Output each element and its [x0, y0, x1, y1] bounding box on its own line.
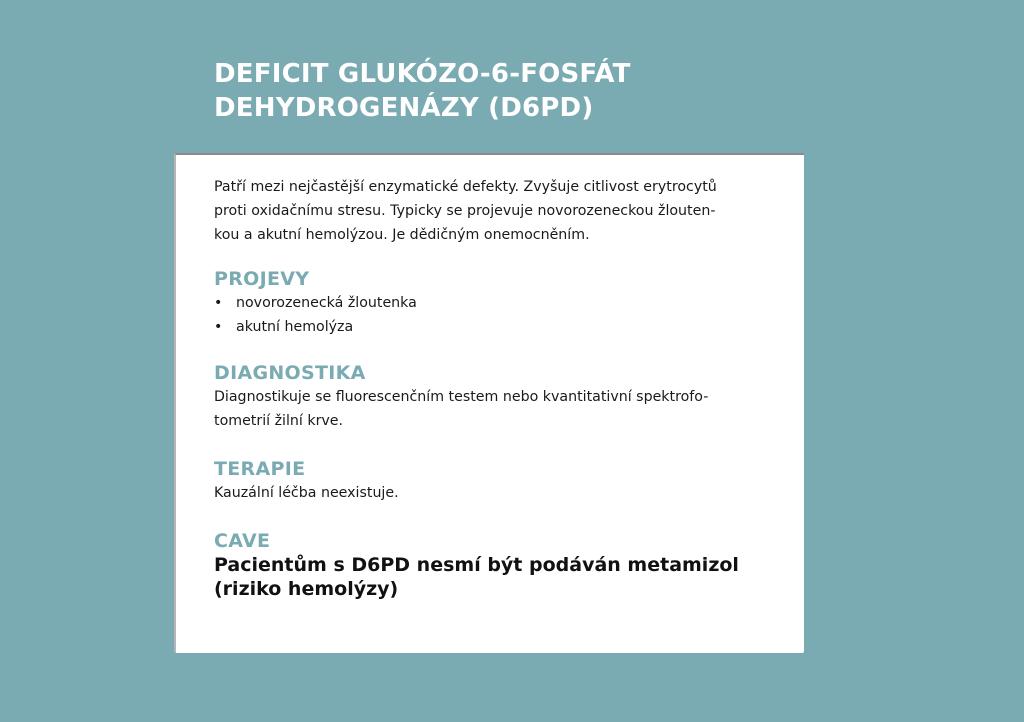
section-heading-diagnostika: DIAGNOSTIKA	[214, 362, 366, 384]
diagnostika-line: tometrií žilní krve.	[214, 413, 344, 429]
intro-line: Patří mezi nejčastější enzymatické defekty. Zvyšuje citlivost erytrocytů	[214, 179, 717, 195]
terapie-paragraph	[214, 481, 774, 505]
card-content	[214, 175, 774, 601]
list-item-text: novorozenecká žloutenka	[236, 295, 417, 311]
intro-line: proti oxidačnímu stresu. Typicky se projevuje novorozeneckou žlouten-	[214, 203, 716, 219]
page-title	[214, 57, 774, 125]
list-item-text: akutní hemolýza	[236, 319, 354, 335]
content-card	[174, 153, 804, 653]
list-item	[214, 315, 774, 339]
section-heading-cave: CAVE	[214, 530, 271, 552]
intro-paragraph	[214, 175, 774, 247]
symptoms-list	[214, 291, 774, 339]
diagnostika-paragraph	[214, 385, 774, 433]
cave-line: (riziko hemolýzy)	[214, 578, 399, 600]
page-title-line: DEHYDROGENÁZY (D6PD)	[214, 93, 594, 123]
bullet-icon: •	[214, 319, 223, 335]
cave-warning	[214, 553, 774, 601]
terapie-line: Kauzální léčba neexistuje.	[214, 485, 399, 501]
section-heading-terapie: TERAPIE	[214, 458, 306, 480]
cave-line: Pacientům s D6PD nesmí být podáván metamizol	[214, 554, 739, 576]
bullet-icon: •	[214, 295, 223, 311]
list-item	[214, 291, 774, 315]
diagnostika-line: Diagnostikuje se fluorescenčním testem nebo kvantitativní spektrofo-	[214, 389, 709, 405]
section-heading-projevy: PROJEVY	[214, 268, 310, 290]
page-title-line: DEFICIT GLUKÓZO-6-FOSFÁT	[214, 59, 631, 89]
intro-line: kou a akutní hemolýzou. Je dědičným onemocněním.	[214, 227, 590, 243]
